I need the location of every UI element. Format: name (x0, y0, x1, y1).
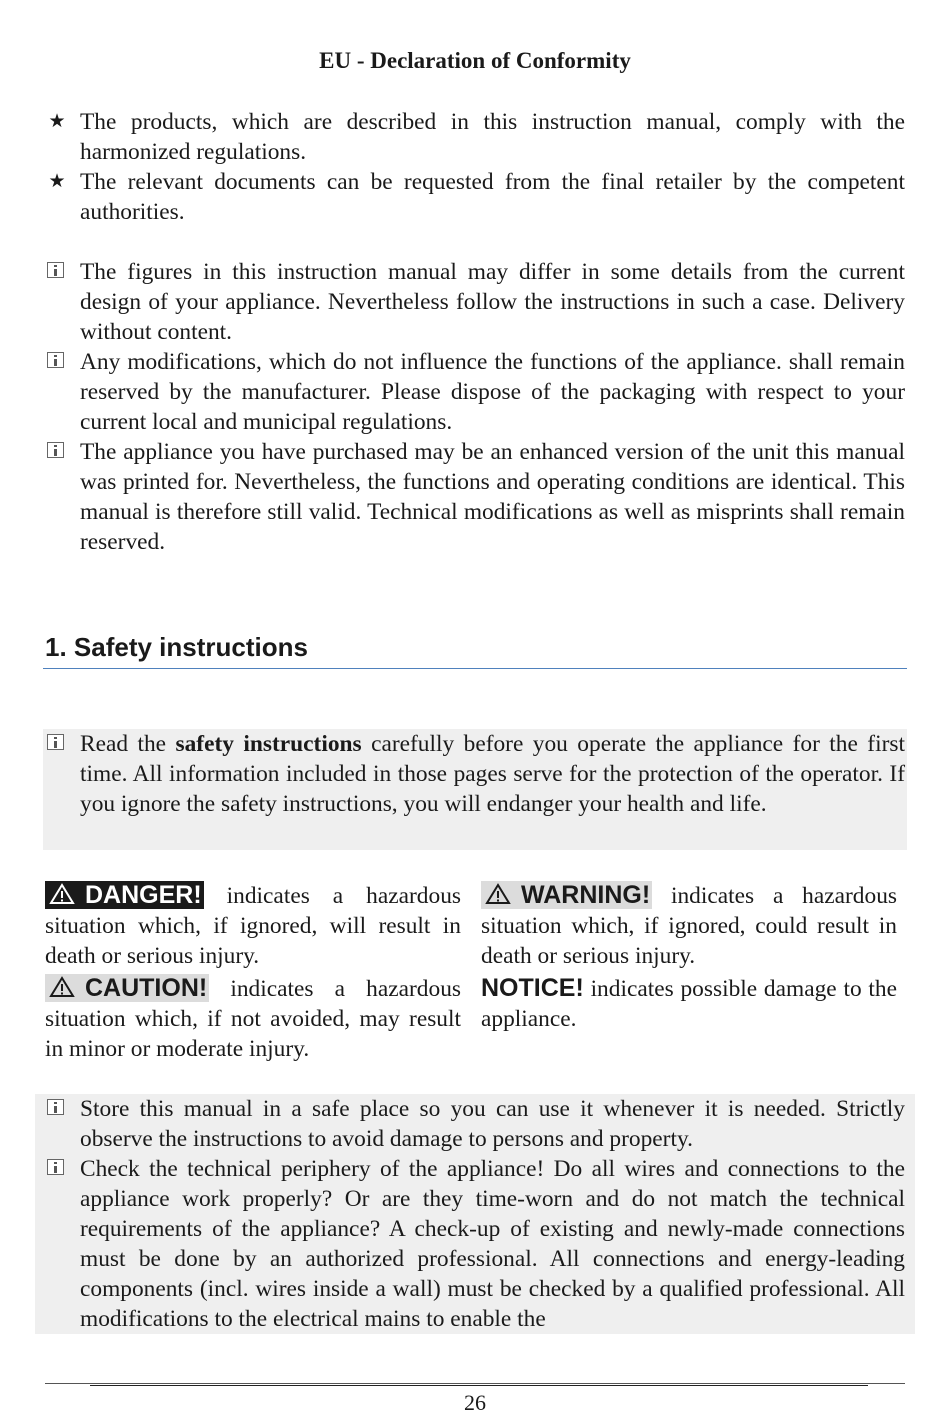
warning-triangle-icon (485, 883, 511, 905)
footer-rule (90, 1385, 868, 1386)
info-icon (47, 442, 64, 458)
danger-label: DANGER! (45, 881, 204, 909)
safety-instructions-bold: safety instructions (175, 731, 362, 757)
info-icon (47, 262, 64, 278)
page-number: 26 (464, 1390, 486, 1415)
declaration-star-item: The relevant documents can be requested from the final retailer by the competent authorities. (80, 169, 905, 225)
notice-label: NOTICE! (481, 974, 584, 1002)
info-icon (47, 1159, 64, 1175)
warning-label: WARNING! (481, 881, 652, 909)
info-icon (47, 352, 64, 368)
notice-definition: NOTICE! indicates possible damage to the appliance. (481, 974, 897, 1032)
declaration-info-item: Any modifications, which do not influence the functions of the appliance. shall remain reserved by the manufacturer. Please dispose of the packaging with respect to your current local and municipal regulations. (80, 349, 905, 435)
warning-definition: WARNING! indicates a hazardous situation which, if ignored, could result in death or serious injury. (481, 881, 897, 969)
caution-definition: CAUTION! indicates a hazardous situation which, if not avoided, may result in minor or moderate injury. (45, 974, 461, 1062)
declaration-info-item: The figures in this instruction manual may differ in some details from the current design of your appliance. Nevertheless follow the instructions in such a case. Delivery without content. (80, 259, 905, 345)
info-icon (47, 1099, 64, 1115)
star-bullet-icon: ★ (48, 171, 66, 192)
safety-note: Store this manual in a safe place so you can use it whenever it is needed. Strictly observe the instructions to avoid damage to persons and property. (80, 1096, 905, 1152)
safety-note: Check the technical periphery of the appliance! Do all wires and connections to the appliance work properly? Or are they time-worn and do not match the technical requirements of the appliance? A check-up of existing and newly-made connections must be done by an authorized professional. All connections and energy-leading components (incl. wires inside a wall) must be checked by a qualified professional. All modifications to the electrical mains to enable the (80, 1156, 905, 1332)
caution-label: CAUTION! (45, 974, 209, 1002)
warning-triangle-icon (49, 976, 75, 998)
heading-underline (43, 668, 907, 669)
safety-intro-text: Read the safety instructions carefully before you operate the appliance for the first time. All information included in those pages serve for the protection of the operator. If you ignore the safety instructions, you will endanger your health and life. (80, 731, 905, 817)
section-heading: 1. Safety instructions (45, 632, 308, 662)
declaration-info-item: The appliance you have purchased may be an enhanced version of the unit this manual was printed for. Nevertheless, the functions and operating conditions are identical. This manual is therefore still valid. Technical modifications as well as misprints shall remain reserved. (80, 439, 905, 555)
footer-rule (45, 1383, 905, 1384)
declaration-star-item: The products, which are described in this instruction manual, comply with the harmonized regulations. (80, 109, 905, 165)
declaration-title: EU - Declaration of Conformity (319, 48, 631, 73)
danger-definition: DANGER! indicates a hazardous situation which, if ignored, will result in death or serious injury. (45, 881, 461, 969)
warning-triangle-icon (49, 883, 75, 905)
info-icon (47, 734, 64, 750)
star-bullet-icon: ★ (48, 111, 66, 132)
